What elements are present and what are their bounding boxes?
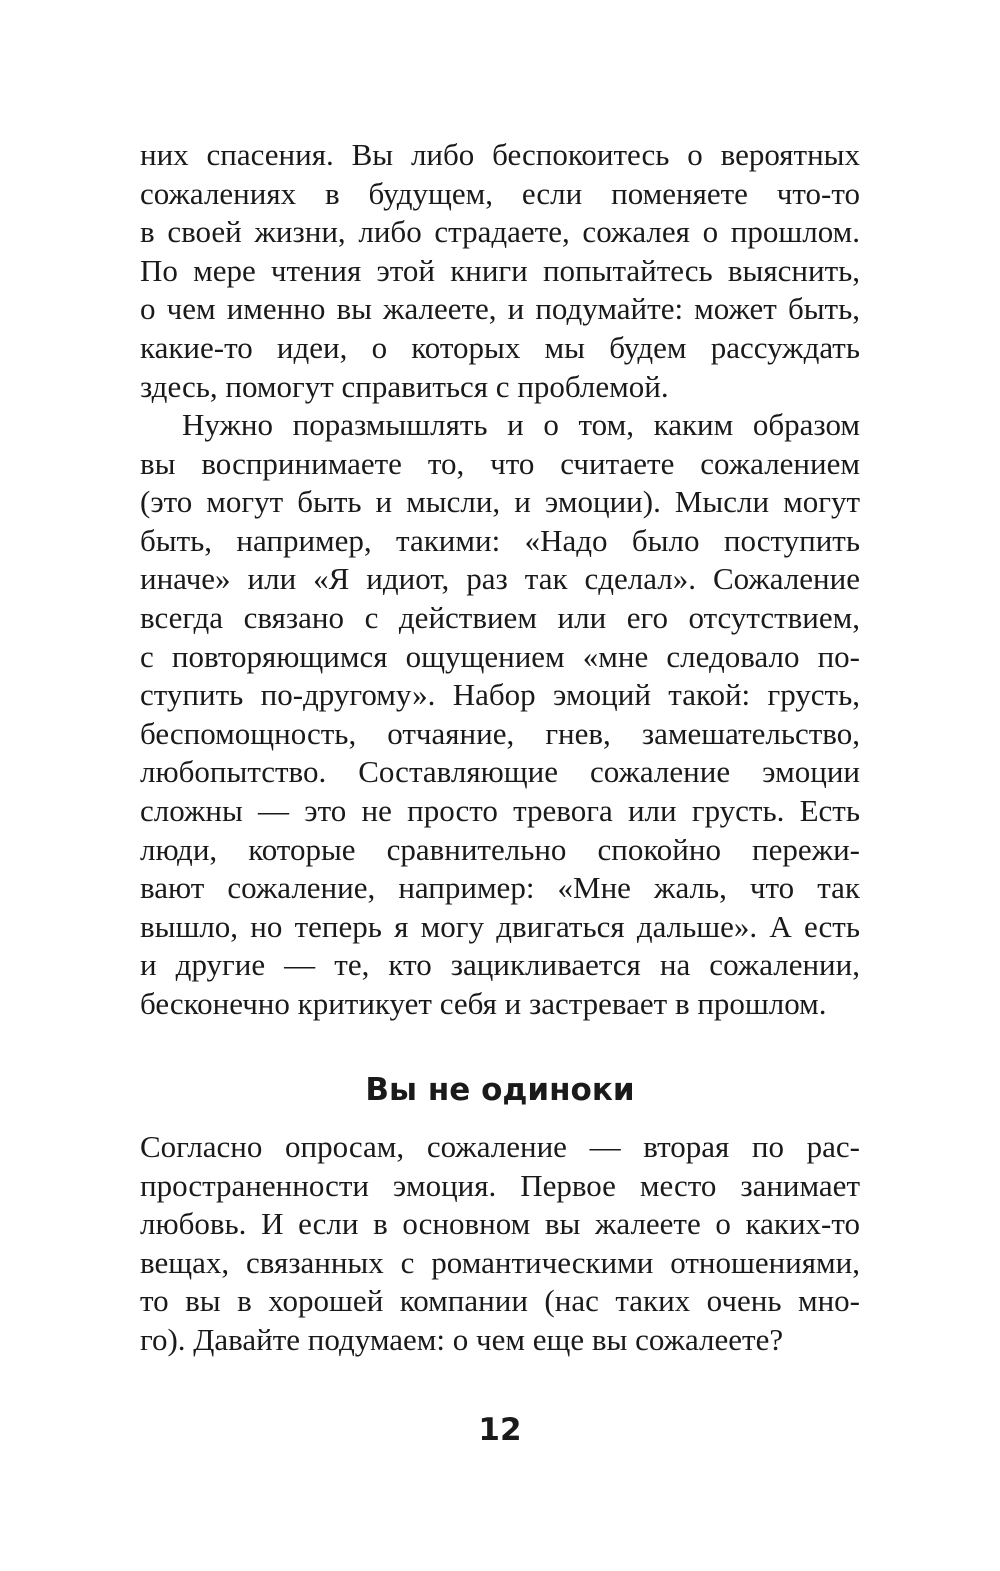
text-line: вают сожаление, например: «Мне жаль, что так bbox=[140, 870, 860, 906]
text-line: о чем именно вы жалеете, и подумайте: может быть, bbox=[140, 291, 860, 327]
text-line: всегда связано с действием или его отсутствием, bbox=[140, 599, 860, 635]
text-line: любовь. И если в основном вы жалеете о каких-то bbox=[140, 1206, 860, 1242]
text-line: в своей жизни, либо страдаете, сожалея о прошлом. bbox=[140, 214, 860, 250]
paragraph-2 bbox=[140, 406, 860, 1024]
text-line: иначе» или «Я идиот, раз так сделал». Сожаление bbox=[140, 561, 860, 597]
text-line: быть, например, такими: «Надо было поступить bbox=[140, 522, 860, 558]
text-line: беспомощность, отчаяние, гнев, замешательство, bbox=[140, 715, 860, 751]
text-line: и другие — те, кто зацикливается на сожалении, bbox=[140, 947, 860, 983]
text-line: люди, которые сравнительно спокойно пережи- bbox=[140, 831, 860, 867]
section-heading: Вы не одиноки bbox=[365, 1072, 635, 1108]
text-line: пространенности эмоция. Первое место занимает bbox=[140, 1167, 860, 1203]
text-line: По мере чтения этой книги попытайтесь выяснить, bbox=[140, 252, 860, 288]
text-line: вы воспринимаете то, что считаете сожалением bbox=[140, 445, 860, 481]
text-line: ступить по-другому». Набор эмоций такой: грусть, bbox=[140, 677, 860, 713]
text-line: вещах, связанных с романтическими отношениями, bbox=[140, 1244, 860, 1280]
text-line: бесконечно критикует себя и застревает в прошлом. bbox=[140, 985, 827, 1021]
text-line: го). Давайте подумаем: о чем еще вы сожалеете? bbox=[140, 1321, 784, 1357]
text-line: них спасения. Вы либо беспокоитесь о вероятных bbox=[140, 137, 860, 172]
text-line: (это могут быть и мысли, и эмоции). Мысли могут bbox=[140, 484, 860, 520]
text-line: Нужно поразмышлять и о том, каким образом bbox=[182, 407, 860, 442]
text-line: с повторяющимся ощущением «мне следовало по- bbox=[140, 638, 860, 674]
paragraph-3 bbox=[140, 1128, 860, 1360]
text-line: любопытство. Составляющие сожаление эмоции bbox=[140, 754, 860, 790]
text-line: то вы в хорошей компании (нас таких очень мно- bbox=[140, 1283, 860, 1319]
paragraph-1 bbox=[140, 136, 860, 406]
text-line: здесь, помогут справиться с проблемой. bbox=[140, 368, 669, 404]
text-line: сожалениях в будущем, если поменяете что-то bbox=[140, 175, 860, 211]
text-line: сложны — это не просто тревога или грусть. Есть bbox=[140, 792, 860, 828]
text-line: какие-то идеи, о которых мы будем рассуждать bbox=[140, 329, 860, 365]
page-number: 12 bbox=[478, 1412, 522, 1448]
text-line: вышло, но теперь я могу двигаться дальше». А есть bbox=[140, 908, 860, 944]
text-line: Согласно опросам, сожаление — вторая по рас- bbox=[140, 1129, 860, 1164]
